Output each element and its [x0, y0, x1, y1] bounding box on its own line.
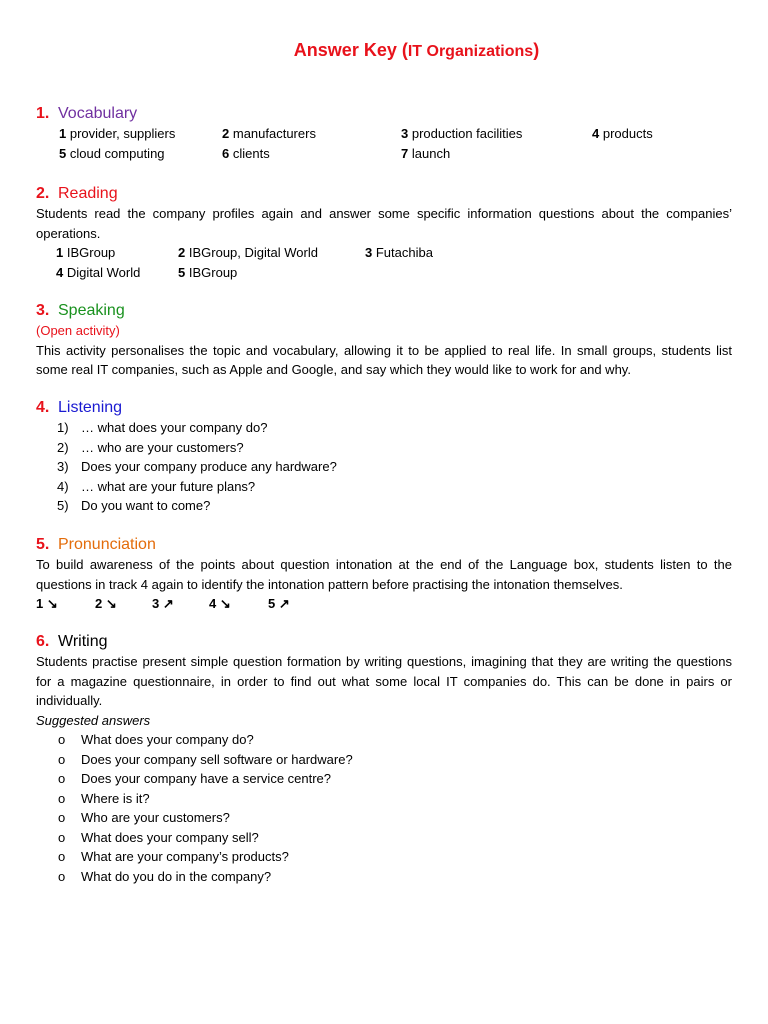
list-item: 2) … who are your customers? — [57, 439, 244, 455]
section-heading — [36, 103, 732, 125]
answer-row — [36, 243, 732, 263]
section-heading — [36, 534, 732, 556]
section-number: 6. — [36, 633, 50, 650]
section-vocabulary — [36, 103, 732, 163]
title-sub: IT Organizations — [407, 43, 534, 60]
bullet-icon: o — [58, 868, 66, 884]
section-paragraph: Students read the company profiles again and answer some specific information questions about the companies’ operations. — [36, 206, 732, 241]
answer-item: 6 clients — [222, 145, 270, 161]
section-reading — [36, 183, 732, 282]
bullet-icon: o — [58, 771, 66, 786]
answer-item: 1 IBGroup — [56, 245, 116, 260]
answer-item: 1 provider, suppliers — [59, 126, 176, 141]
section-pronunciation — [36, 534, 732, 614]
answer-item: 5 IBGroup — [178, 264, 238, 280]
list-item: 1) … what does your company do? — [57, 420, 268, 435]
section-number: 1. — [36, 105, 50, 122]
section-speaking — [36, 300, 732, 380]
heading-speaking: Speaking — [58, 302, 125, 319]
bullet-icon: o — [58, 790, 66, 806]
heading-reading: Reading — [58, 185, 118, 202]
list-item: o Does your company have a service centre? — [36, 769, 732, 789]
heading-writing: Writing — [58, 633, 108, 650]
list-item: 4) … what are your future plans? — [57, 478, 256, 494]
answer-item: 4 Digital World — [56, 264, 141, 280]
title-main: Answer Key ( — [293, 40, 408, 60]
list-item: o Does your company sell software or hardware? — [36, 750, 732, 770]
heading-listening: Listening — [58, 399, 123, 416]
answer-item: 2 manufacturers — [222, 126, 316, 141]
intonation-answer: 1 ↘ — [36, 596, 58, 611]
list-item: 5) Do you want to come? — [57, 498, 211, 513]
list-item: 3) Does your company produce any hardware? — [57, 459, 337, 474]
list-item: o Where is it? — [36, 789, 732, 809]
intonation-answer: 3 ↗ — [152, 596, 174, 611]
open-activity-note: (Open activity) — [36, 323, 120, 338]
section-paragraph: Students practise present simple question formation by writing questions, imagining that they are writing the questions for a magazine questionnaire, in order to find out what some local IT companies do. This can be done in pairs or individually. — [36, 654, 732, 708]
answer-item: 3 production facilities — [401, 126, 523, 141]
section-heading — [36, 183, 732, 205]
section-heading — [36, 397, 732, 419]
list-item: o Who are your customers? — [36, 808, 732, 828]
section-writing — [36, 631, 732, 886]
answer-item: 4 products — [592, 126, 653, 141]
page-title — [0, 40, 768, 61]
section-number: 5. — [36, 536, 50, 553]
heading-pronunciation: Pronunciation — [58, 536, 156, 553]
section-number: 3. — [36, 302, 50, 319]
bullet-icon: o — [58, 751, 66, 767]
answer-row — [36, 124, 732, 144]
list-item: o What are your company’s products? — [36, 847, 732, 867]
list-item: o What does your company do? — [36, 730, 732, 750]
intonation-answer: 5 ↗ — [268, 596, 290, 611]
bullet-icon: o — [58, 732, 66, 747]
list-item: o What does your company sell? — [36, 828, 732, 848]
section-paragraph: To build awareness of the points about question intonation at the end of the Language box, students listen to the questions in track 4 again to identify the intonation pattern before practising the intonation themselves. — [36, 557, 732, 592]
heading-vocabulary: Vocabulary — [58, 105, 138, 122]
section-heading — [36, 300, 732, 322]
answer-row — [36, 263, 732, 283]
answer-item: 3 Futachiba — [365, 245, 433, 260]
bullet-icon: o — [58, 849, 66, 864]
bullet-icon: o — [58, 810, 66, 825]
section-number: 2. — [36, 185, 50, 202]
section-number: 4. — [36, 399, 50, 416]
bullet-icon: o — [58, 829, 66, 845]
answer-row — [36, 144, 732, 164]
title-close: ) — [533, 40, 540, 60]
list-item: o What do you do in the company? — [36, 867, 732, 887]
answer-item: 5 cloud computing — [59, 145, 165, 161]
answer-item: 7 launch — [401, 145, 451, 161]
intonation-answers — [36, 594, 732, 614]
section-listening — [36, 397, 732, 516]
answer-item: 2 IBGroup, Digital World — [178, 245, 318, 260]
section-paragraph: This activity personalises the topic and vocabulary, allowing it to be applied to real life. In small groups, students list some real IT companies, such as Apple and Google, and say which they would like to work for and why. — [36, 342, 732, 377]
suggested-answers-label: Suggested answers — [36, 712, 151, 728]
intonation-answer: 2 ↘ — [95, 596, 117, 611]
section-heading — [36, 631, 732, 653]
intonation-answer: 4 ↘ — [209, 596, 231, 611]
